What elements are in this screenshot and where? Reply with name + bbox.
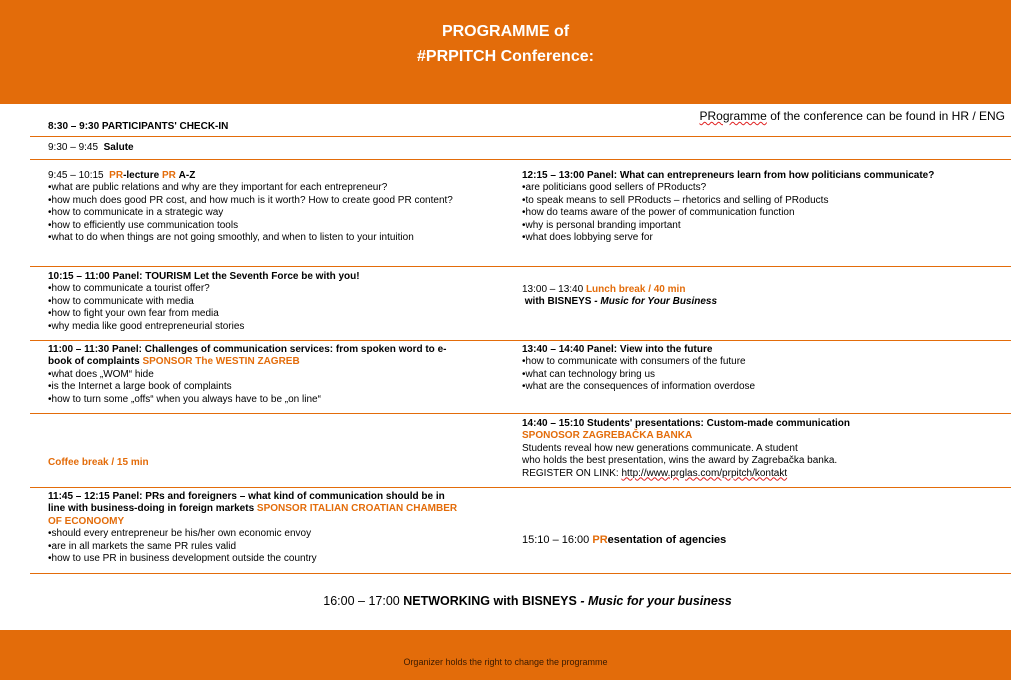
list-item: • is the Internet a large book of complaints <box>48 381 448 393</box>
list-item: • what to do when things are not going smoothly, and when to listen to your intuition <box>48 232 468 244</box>
list-item: • should every entrepreneur be his/her own economic envoy <box>48 528 458 540</box>
divider <box>30 159 1011 160</box>
session-title: 14:40 – 15:10 Students' presentations: Custom-made communication <box>522 418 851 429</box>
agencies-presentation: 15:10 – 16:00 PResentation of agencies <box>522 534 727 546</box>
list-item: • how much does good PR cost, and how much is it worth? How to create good PR content? <box>48 195 468 207</box>
list-item: • to speak means to sell PRoducts – rhetorics and selling of PRoducts <box>522 195 992 207</box>
list-item: • what does lobbying serve for <box>522 232 992 244</box>
list-item: • how to communicate with media <box>48 296 468 308</box>
list-item: • how to turn some „offs“ when you always have to be „on line“ <box>48 394 448 406</box>
session-politicians-panel <box>522 170 992 244</box>
list-item: • what are the consequences of information overdose <box>522 381 992 393</box>
session-title: 11:45 – 12:15 Panel: PRs and foreigners – what kind of communication should be in line with business-doing in foreign markets SPONSOR ITALIAN CROATIAN CHAMBER OF ECONOOMY <box>48 491 458 527</box>
page-title-line1: PROGRAMME of <box>441 23 570 40</box>
header-banner <box>0 0 1011 104</box>
coffee-break: Coffee break / 15 min <box>48 457 149 468</box>
list-item: • why media like good entrepreneurial stories <box>48 321 468 333</box>
session-title: 13:40 – 14:40 Panel: View into the future <box>522 344 713 355</box>
checkin-row: 8:30 – 9:30 PARTICIPANTS' CHECK-IN <box>48 121 229 132</box>
lunch-break: 13:00 – 13:40 Lunch break / 40 min with BISNEYS - Music for Your Business <box>522 284 718 308</box>
list-item: • how to communicate a tourist offer? <box>48 283 468 295</box>
divider <box>30 413 1011 414</box>
page-title-line2: #PRPITCH Conference: <box>417 48 594 65</box>
list-item: • why is personal branding important <box>522 220 992 232</box>
session-title: 12:15 – 13:00 Panel: What can entrepreneurs learn from how politicians communicate? <box>522 170 935 181</box>
session-foreigners-panel <box>48 491 458 565</box>
salute-row: 9:30 – 9:45 Salute <box>48 142 134 153</box>
list-item: • what can technology bring us <box>522 369 992 381</box>
divider <box>30 266 1011 267</box>
list-item: • how to use PR in business development outside the country <box>48 553 458 565</box>
divider <box>30 487 1011 488</box>
list-item: • how to communicate with consumers of the future <box>522 356 992 368</box>
session-pr-lecture <box>48 170 468 244</box>
divider <box>30 340 1011 341</box>
list-item: • how to fight your own fear from media <box>48 308 468 320</box>
list-item: • how do teams aware of the power of communication function <box>522 207 992 219</box>
list-item: • are politicians good sellers of PRoducts? <box>522 182 992 194</box>
footer-note: Organizer holds the right to change the programme <box>403 657 608 667</box>
session-communication-services-panel <box>48 344 448 406</box>
list-item: • what are public relations and why are they important for each entrepreneur? <box>48 182 468 194</box>
list-item: • what does „WOM“ hide <box>48 369 448 381</box>
session-title: 9:45 – 10:15 PR-lecture PR A-Z <box>48 170 196 181</box>
session-students-presentations: 14:40 – 15:10 Students' presentations: Custom-made communication SPONOSOR ZAGREBAČKA BANKA Students reveal how new generations communicate. A student who holds the best presentation, wins the award by Zagrebačka banka. REGISTER ON LINK: http://www.prglas.com/prpitch/kontakt <box>522 418 992 480</box>
session-tourism-panel <box>48 271 468 333</box>
list-item: • are in all markets the same PR rules valid <box>48 541 458 553</box>
programme-language-link[interactable]: PRogramme of the conference can be found in HR / ENG <box>699 109 1005 123</box>
list-item: • how to efficiently use communication tools <box>48 220 468 232</box>
divider <box>30 573 1011 574</box>
footer-banner <box>0 630 1011 680</box>
session-future-panel <box>522 344 992 394</box>
register-link[interactable]: http://www.prglas.com/prpitch/kontakt <box>621 467 788 479</box>
networking-row: 16:00 – 17:00 NETWORKING with BISNEYS - Music for your business <box>323 594 732 608</box>
session-title: 10:15 – 11:00 Panel: TOURISM Let the Seventh Force be with you! <box>48 271 360 282</box>
list-item: • how to communicate in a strategic way <box>48 207 468 219</box>
session-title: 11:00 – 11:30 Panel: Challenges of communication services: from spoken word to e-book of complaints SPONSOR The WESTIN ZAGREB <box>48 344 447 368</box>
divider <box>30 136 1011 137</box>
sponsor-label: SPONOSOR ZAGREBAČKA BANKA <box>522 430 693 442</box>
